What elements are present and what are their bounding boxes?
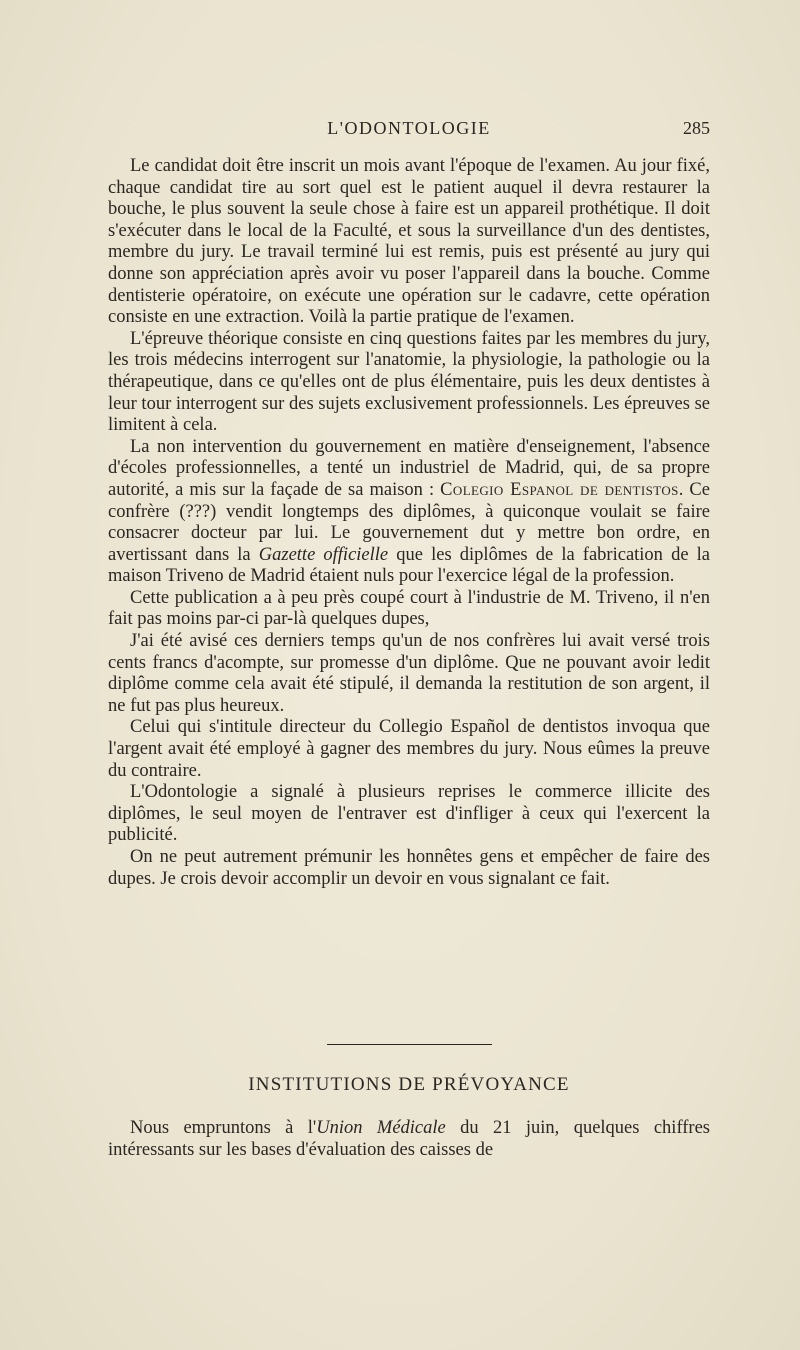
page-number: 285 xyxy=(683,118,710,138)
school-sign-name: Colegio Espanol de dentistos xyxy=(440,479,679,500)
paragraph-madrid-industrialist xyxy=(108,437,710,588)
paragraph-practical-exam: Le candidat doit être inscrit un mois avant l'époque de l'examen. Au jour fixé, chaque candidat tire au sort quel est le patient auquel il devra restaurer la bouche, le plus souvent la seule chose à faire est un appareil prothétique. Il doit s'exécuter dans le local de la Faculté, et sous la surveillance d'un des dentistes, membre du jury. Le travail terminé lui est remis, puis est présenté au jury qui donne son appréciation après avoir vu poser l'appareil dans la bouche. Comme dentisterie opératoire, on exécute une opération sur le cadavre, cette opération consiste en une extraction. Voilà la partie pratique de l'examen. xyxy=(108,156,710,328)
text-segment: que les diplômes de la fabrication de la maison Triveno de Madrid étaient nuls pour l'exercice légal de la profession. xyxy=(108,544,711,587)
running-head xyxy=(108,118,710,144)
text-segment: Nous empruntons à l' xyxy=(130,1118,317,1138)
section-body xyxy=(108,1118,710,1161)
paragraph-conclusion: On ne peut autrement prémunir les honnêtes gens et empêcher de faire des dupes. Je crois devoir accomplir un devoir en vous signalant ce fait. xyxy=(108,847,710,889)
text-segment: La non intervention du gouvernement en matière d'enseignement, l'absence d'écoles professionnelles, a tenté un industriel de Madrid, qui, de sa propre autorité, a mis sur la façade de sa maison : xyxy=(108,436,710,500)
paragraph-illicit-commerce: L'Odontologie a signalé à plusieurs reprises le commerce illicite des diplômes, le seul moyen de l'entraver est d'infliger à ceux qui l'exercent la publicité. xyxy=(108,782,710,846)
paragraph-director-claim: Celui qui s'intitule directeur du Collegio Español de dentistos invoqua que l'argent avait été employé à gagner des membres du jury. Nous eûmes la preuve du contraire. xyxy=(108,717,710,781)
journal-title: Gazette officielle xyxy=(258,544,389,565)
paragraph-union-medicale xyxy=(108,1118,710,1161)
paragraph-publication-effect: Cette publication a à peu près coupé court à l'industrie de M. Triveno, il n'en fait pas moins par-ci par-là quelques dupes, xyxy=(108,587,710,630)
paragraph-theory-exam: L'épreuve théorique consiste en cinq questions faites par les membres du jury, les trois médecins interrogent sur l'anatomie, la physiologie, la pathologie ou la thérapeutique, dans ce qu'elles ont de plus élémentaire, puis les deux dentistes à leur tour interrogent sur des sujets exclusivement professionnels. Les épreuves se limitent à cela. xyxy=(108,328,710,436)
article-body xyxy=(108,156,710,890)
text-segment: du 21 juin, quelques chiffres intéressants sur les bases d'évaluation des caisses de xyxy=(108,1118,710,1160)
running-title: L'ODONTOLOGIE xyxy=(327,118,491,138)
text-segment: . Ce confrère (???) vendit longtemps des diplômes, à quiconque voulait se faire consacrer docteur par lui. Le gouvernement dut y mettre bon ordre, en avertissant dans la xyxy=(108,479,710,565)
paragraph-deposit-story: J'ai été avisé ces derniers temps qu'un de nos confrères lui avait versé trois cents francs d'acompte, sur promesse d'un diplôme. Que ne pouvant avoir ledit diplôme comme cela avait été stipulé, il demanda la restitution de son argent, il ne fut pas plus heureux. xyxy=(108,631,710,716)
section-heading: INSTITUTIONS DE PRÉVOYANCE xyxy=(248,1074,570,1095)
journal-title: Union Médicale xyxy=(316,1118,446,1138)
section-divider xyxy=(327,1044,492,1045)
